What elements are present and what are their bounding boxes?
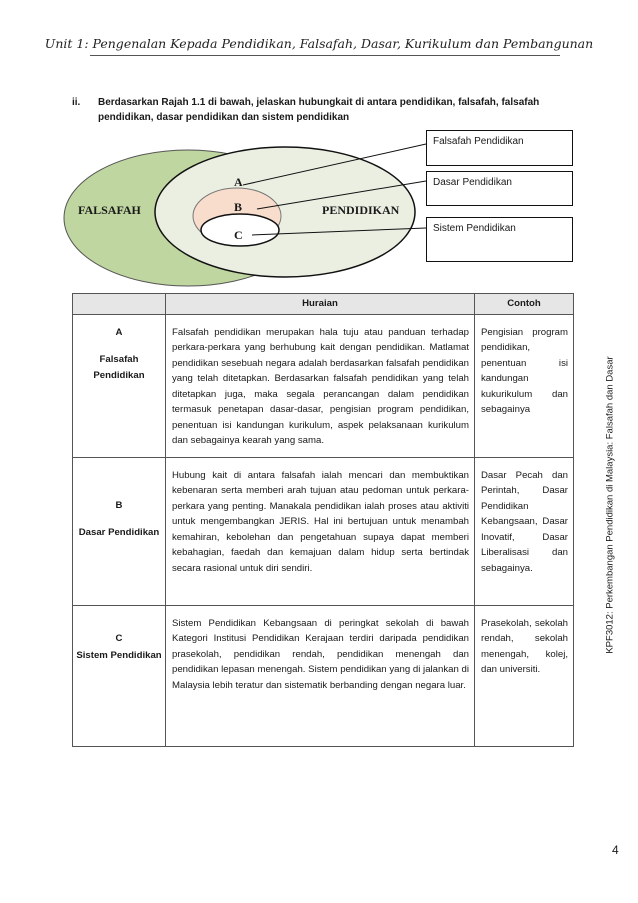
row-label (73, 314, 166, 457)
row-letter: A (115, 326, 123, 338)
table-row (73, 457, 574, 605)
row-name: Falsafah Pendidikan (93, 354, 145, 381)
explanation-table (72, 293, 574, 747)
row-letter: B (115, 499, 123, 511)
page-header: Unit 1: Pengenalan Kepada Pendidikan, Falsafah, Dasar, Kurikulum dan Pembangunan (44, 36, 594, 51)
table-row (73, 314, 574, 457)
header-huraian: Huraian (166, 294, 475, 315)
page-number: 4 (612, 843, 619, 857)
header-contoh: Contoh (475, 294, 574, 315)
row-label (73, 457, 166, 605)
row-name: Sistem Pendidikan (76, 650, 162, 661)
course-sidebar-text: KPF3012: Perkembangan Pendidikan di Malaysia: Falsafah dan Dasar (604, 356, 616, 654)
box-falsafah-pendidikan: Falsafah Pendidikan (426, 130, 573, 166)
row-name: Dasar Pendidikan (78, 527, 160, 538)
label-b: B (234, 200, 243, 214)
row-huraian: Hubung kait di antara falsafah ialah mencari dan membuktikan kebenaran serta memberi arah tujuan atau pedoman untuk perkara-perkara yang penting. Manakala pendidikan ialah proses atau aktiviti untuk mengembangkan JERIS. Hal ini bertujuan untuk menambah kemahiran, kebolehan dan pengetahuan supaya dapat memberi kebahagian, faedah dan kemajuan dalam hidup serta bertindak secara rasional untuk diri sendiri. (166, 457, 475, 605)
header-blank (73, 294, 166, 315)
row-contoh: Pengisian program pendidikan, penentuan isi kandungan kukurikulum dan sebagainya (475, 314, 574, 457)
table-header-row (73, 294, 574, 315)
box-dasar-pendidikan: Dasar Pendidikan (426, 171, 573, 206)
question-text: Berdasarkan Rajah 1.1 di bawah, jelaskan hubungkait di antara pendidikan, falsafah, falsafah pendidikan, dasar pendidikan dan sistem pendidikan (98, 97, 540, 123)
pendidikan-label: PENDIDIKAN (322, 203, 400, 217)
row-contoh: Dasar Pecah dan Perintah, Dasar Pendidikan Kebangsaan, Dasar Inovatif, Dasar Liberalisasi dan sebagainya. (475, 457, 574, 605)
table-row (73, 605, 574, 746)
label-c: C (234, 228, 243, 242)
label-a: A (234, 175, 243, 189)
row-label (73, 605, 166, 746)
question-number: ii. (72, 97, 81, 108)
row-contoh: Prasekolah, sekolah rendah, sekolah menengah, kolej, dan universiti. (475, 605, 574, 746)
row-huraian: Falsafah pendidikan merupakan hala tuju atau panduan terhadap perkara-perkara yang berhubung kait dengan pendidikan. Matlamat pendidikan sesebuah negara adalah berdasarkan falsafah pendidikan yang telah ditetapkan. Berdasarkan falsafah pendidikan yang telah ditetapkan juga, maka segala perancangan dalam pendidikan termasuk penetapan dasar-dasar, pengisian program pendidikan, penentuan isi kandungan kurikulum, aspek pelaksanaan kurikulum dan sebagainya kearah yang sama. (166, 314, 475, 457)
falsafah-label: FALSAFAH (78, 203, 141, 217)
row-letter: C (115, 632, 123, 644)
box-sistem-pendidikan: Sistem Pendidikan (426, 217, 573, 262)
row-huraian: Sistem Pendidikan Kebangsaan di peringkat sekolah di bawah Kategori Institusi Pendidikan Kerajaan terdiri daripada pendidikan prasekolah, pendidikan rendah, pendidikan menengah dan pendidikan lepasan menengah. Sistem pendidikan yang di jalankan di Malaysia lebih teratur dan sistematik berbanding dengan negara luar. (166, 605, 475, 746)
